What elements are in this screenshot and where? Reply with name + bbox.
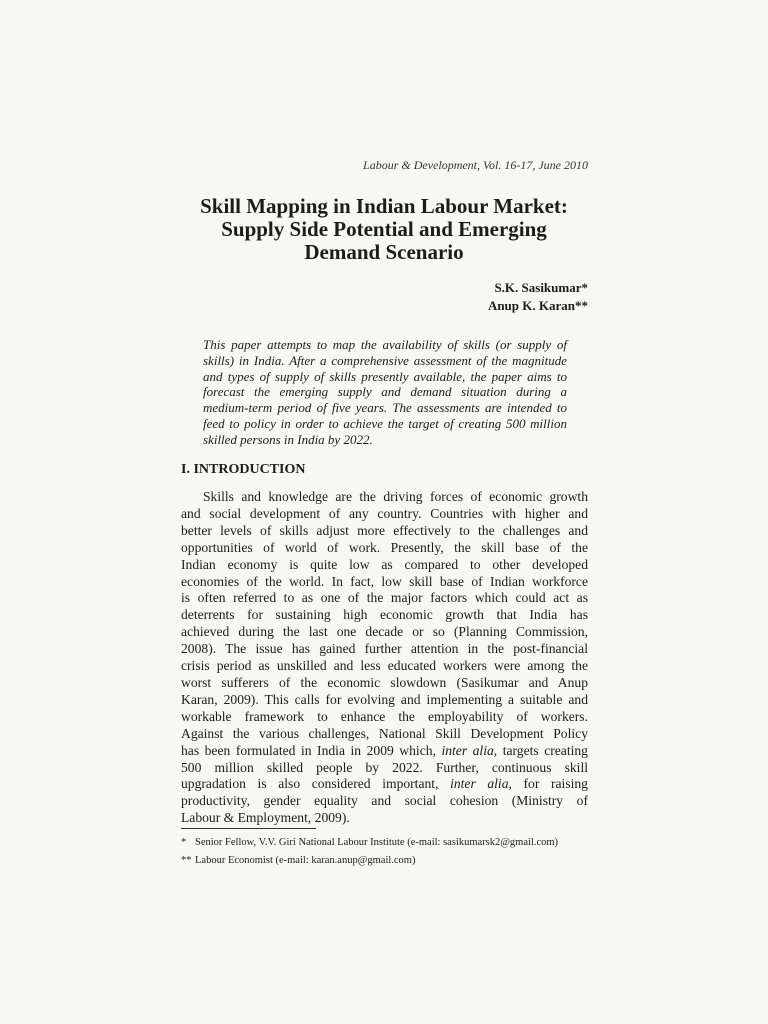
running-head: Labour & Development, Vol. 16-17, June 2010 <box>363 158 588 172</box>
body-text-segment: productivity, gender equality and social cohesion (Ministry of <box>181 793 588 809</box>
body-text-segment: upgradation is also considered important, <box>181 776 451 792</box>
body-line <box>181 590 588 607</box>
body-text-segment: Against the various challenges, National Skill Development Policy <box>181 725 588 741</box>
footnote-rule <box>181 828 316 829</box>
footnote-text: Senior Fellow, V.V. Giri National Labour Institute (e-mail: sasikumarsk2@gmail.com) <box>195 837 559 848</box>
body-line <box>181 489 588 506</box>
section-heading: I. INTRODUCTION <box>181 462 306 477</box>
abstract-line: This paper attempts to map the availability of skills (or supply of <box>203 337 567 352</box>
body-text-segment: , targets creating <box>493 742 588 758</box>
footnote <box>181 834 591 852</box>
body-text-segment: workable framework to enhance the employability of workers. <box>181 708 588 724</box>
body-line <box>181 692 588 709</box>
author-name: S.K. Sasikumar* <box>494 280 588 295</box>
body-text-segment: economies of the world. In fact, low skill base of Indian workforce <box>181 573 588 589</box>
body-line <box>181 726 588 743</box>
body-text-segment: better levels of skills adjust more effectively to the challenges and <box>181 522 588 538</box>
body-line <box>181 523 588 540</box>
title-line: Supply Side Potential and Emerging <box>221 217 547 241</box>
footnote-mark: ** <box>181 855 192 866</box>
body-text-segment: deterrents for sustaining high economic growth that India has <box>181 607 588 623</box>
body-text-segment: achieved during the last one decade or so (Planning Commission, <box>181 624 588 640</box>
footnote-mark: * <box>181 837 187 848</box>
body-text-segment: worst sufferers of the economic slowdown (Sasikumar and Anup <box>181 674 588 690</box>
body-line <box>181 506 588 523</box>
introduction-body <box>181 489 588 827</box>
body-line <box>181 709 588 726</box>
footnotes <box>181 834 591 870</box>
body-text-segment: has been formulated in India in 2009 which, <box>181 742 442 758</box>
body-line <box>181 658 588 675</box>
body-text-segment: Skills and knowledge are the driving forces of economic growth <box>203 489 588 504</box>
italic-term: inter alia <box>450 776 509 792</box>
body-line <box>181 793 588 810</box>
body-text-segment: Labour & Employment, 2009). <box>181 810 350 826</box>
body-text-segment: and social development of any country. Countries with higher and <box>181 505 588 521</box>
body-line <box>181 540 588 557</box>
abstract-line: and types of supply of skills presently available, the paper aims to <box>203 368 567 384</box>
body-line <box>181 557 588 574</box>
author-list <box>488 279 588 315</box>
body-line <box>181 675 588 692</box>
body-text-segment: opportunities of world of work. Presently, the skill base of the <box>181 539 588 555</box>
title-line: Demand Scenario <box>304 240 464 264</box>
body-text-segment: Karan, 2009). This calls for evolving and implementing a suitable and <box>181 691 588 707</box>
abstract <box>203 337 567 448</box>
body-text-segment: , for raising <box>508 776 588 792</box>
italic-term: inter alia <box>441 742 494 758</box>
abstract-line: medium-term period of five years. The assessments are intended to <box>203 400 567 416</box>
body-line <box>181 607 588 624</box>
body-line <box>181 760 588 777</box>
body-text-segment: is often referred to as one of the major factors which could act as <box>181 590 588 606</box>
title-line: Skill Mapping in Indian Labour Market: <box>200 194 568 218</box>
body-text-segment: 2008). The issue has gained further attention in the post-financial <box>181 641 588 657</box>
body-text-segment: 500 million skilled people by 2022. Further, continuous skill <box>181 759 588 775</box>
body-line <box>181 743 588 760</box>
body-line <box>181 624 588 641</box>
body-line <box>181 810 588 827</box>
body-line <box>181 776 588 793</box>
abstract-line: skilled persons in India by 2022. <box>203 431 373 447</box>
abstract-line: feed to policy in order to achieve the target of creating 500 million <box>203 415 567 431</box>
author-name: Anup K. Karan** <box>487 298 588 313</box>
abstract-line: skills) in India. After a comprehensive assessment of the magnitude <box>203 352 567 368</box>
footnote <box>181 852 591 870</box>
body-line <box>181 641 588 658</box>
abstract-line: forecast the emerging supply and demand situation during a <box>203 384 567 400</box>
paper-title <box>180 195 588 264</box>
footnote-text: Labour Economist (e-mail: karan.anup@gmail.com) <box>195 855 416 866</box>
body-text-segment: Indian economy is quite low as compared to other developed <box>181 556 588 572</box>
body-text-segment: crisis period as unskilled and less educated workers were among the <box>181 658 588 674</box>
body-line <box>181 574 588 591</box>
